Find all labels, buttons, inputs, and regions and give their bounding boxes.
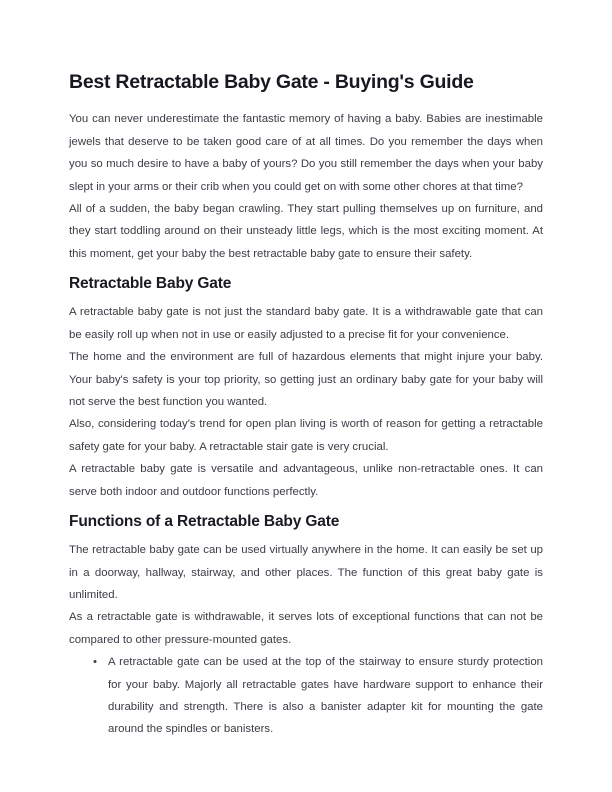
section-2-paragraph-1: The retractable baby gate can be used virtually anywhere in the home. It can easily be set up in a doorway, hallway, stairway, and other places. The function of this great baby gate is unlimited.	[69, 544, 543, 601]
section-1-paragraph-2: The home and the environment are full of hazardous elements that might injure your baby. Your baby's safety is your top priority, so getting just an ordinary baby gate for your baby will not serve the best function you wanted.	[69, 351, 543, 408]
section-1-paragraph-3: Also, considering today's trend for open plan living is worth of reason for getting a retractable safety gate for your baby. A retractable stair gate is very crucial.	[69, 418, 543, 453]
list-item-text: A retractable gate can be used at the top of the stairway to ensure sturdy protection for your baby. Majorly all retractable gates have hardware support to enhance their durability and strength. There is also a banister adapter kit for mounting the gate around the spindles or banisters.	[108, 656, 543, 736]
section-heading-retractable-baby-gate: Retractable Baby Gate	[69, 275, 232, 293]
section-1-paragraph-1: A retractable baby gate is not just the standard baby gate. It is a withdrawable gate that can be easily roll up when not in use or easily adjusted to a precise fit for your convenience.	[69, 306, 543, 341]
page-title: Best Retractable Baby Gate - Buying's Guide	[69, 71, 474, 93]
functions-bullet-list	[69, 651, 543, 741]
intro-paragraph-2: All of a sudden, the baby began crawling. They start pulling themselves up on furniture, and they start toddling around on their unsteady little legs, which is the most exciting moment. At this moment, get your baby the best retractable baby gate to ensure their safety.	[69, 203, 543, 260]
section-heading-functions-of-a-retractable-baby-gate: Functions of a Retractable Baby Gate	[69, 513, 340, 531]
document-content	[69, 70, 543, 741]
intro-paragraph-1: You can never underestimate the fantastic memory of having a baby. Babies are inestimable jewels that deserve to be taken good care of at all times. Do you remember the days when you so much desire to have a baby of yours? Do you still remember the days when your baby slept in your arms or their crib when you could get on with some other chores at that time?	[69, 113, 543, 193]
section-2-paragraph-2: As a retractable gate is withdrawable, it serves lots of exceptional functions that can not be compared to other pressure-mounted gates.	[69, 611, 543, 646]
section-1-paragraph-4: A retractable baby gate is versatile and advantageous, unlike non-retractable ones. It can serve both indoor and outdoor functions perfectly.	[69, 463, 543, 498]
bullet-point-icon: •	[93, 656, 97, 669]
list-item	[69, 651, 543, 741]
